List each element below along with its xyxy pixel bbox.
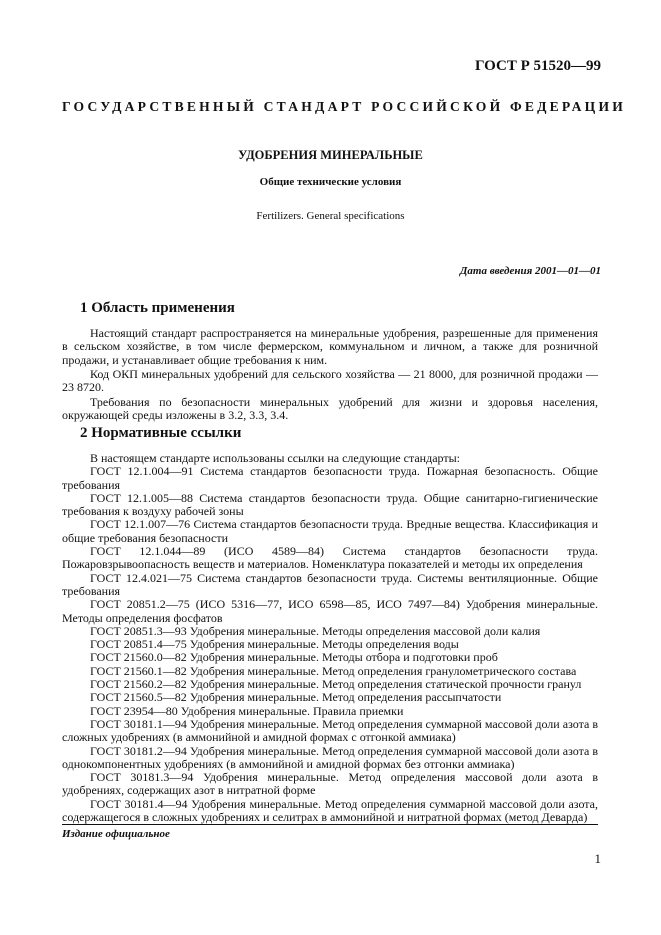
document-number: ГОСТ Р 51520—99 — [474, 58, 601, 74]
introduction-date: Дата введения 2001—01—01 — [459, 265, 601, 277]
reference-item: ГОСТ 12.1.005—88 Система стандартов безопасности труда. Общие санитарно-гигиенические требования к воздуху рабочей зоны — [62, 490, 598, 519]
section-1-paragraph: Код ОКП минеральных удобрений для сельского хозяйства — 21 8000, для розничной продажи — 23 8720. — [62, 367, 598, 395]
reference-item: ГОСТ 21560.1—82 Удобрения минеральные. Метод определения гранулометрического состава — [90, 663, 577, 678]
reference-item: ГОСТ 20851.3—93 Удобрения минеральные. Методы определения массовой доли калия — [90, 623, 541, 638]
reference-item: ГОСТ 20851.2—75 (ИСО 5316—77, ИСО 6598—85, ИСО 7497—84) Удобрения минеральные. Методы определения фосфатов — [62, 597, 598, 625]
reference-item: ГОСТ 30181.3—94 Удобрения минеральные. Метод определения массовой доли азота в удобрениях, содержащих азот в нитратной форме — [62, 770, 598, 798]
reference-item: ГОСТ 12.1.007—76 Система стандартов безопасности труда. Вредные вещества. Классификация и общие требования безопасности — [62, 517, 598, 545]
section-1-paragraph: Настоящий стандарт распространяется на минеральные удобрения, разрешенные для применения в сельском хозяйстве, в том числе фермерском, коммунальном и личном, а также для розничной продажи, и устанавливает общие требования к ним. — [62, 326, 598, 367]
reference-item: ГОСТ 21560.5—82 Удобрения минеральные. Метод определения рассыпчатости — [90, 690, 502, 705]
section-1-heading: 1 Область применения — [80, 300, 235, 316]
reference-item: ГОСТ 21560.0—82 Удобрения минеральные. Методы отбора и подготовки проб — [90, 650, 498, 665]
document-title: УДОБРЕНИЯ МИНЕРАЛЬНЫЕ — [238, 148, 423, 162]
english-title: Fertilizers. General specifications — [256, 210, 405, 222]
reference-item: ГОСТ 21560.2—82 Удобрения минеральные. Метод определения статической прочности гранул — [90, 677, 582, 692]
reference-item: ГОСТ 23954—80 Удобрения минеральные. Правила приемки — [90, 703, 404, 718]
reference-item: ГОСТ 12.1.044—89 (ИСО 4589—84) Система стандартов безопасности труда. Пожаровзрывоопасность веществ и материалов. Номенклатура показателей и методы их определения — [62, 544, 598, 572]
reference-item: ГОСТ 20851.4—75 Удобрения минеральные. Методы определения воды — [90, 637, 459, 652]
normative-references-list — [62, 452, 598, 824]
reference-item: ГОСТ 12.1.004—91 Система стандартов безопасности труда. Пожарная безопасность. Общие требования — [62, 464, 598, 492]
section-1-paragraph: Требования по безопасности минеральных удобрений для жизни и здоровья населения, окружающей среды изложены в 3.2, 3.3, 3.4. — [62, 395, 598, 423]
document-subtitle: Общие технические условия — [259, 176, 402, 188]
reference-item: ГОСТ 30181.4—94 Удобрения минеральные. Метод определения суммарной массовой доли азота, содержащегося в сложных удобрениях и селитрах в аммонийной и нитратной формах (метод Деварда) — [62, 796, 598, 825]
reference-item: ГОСТ 12.4.021—75 Система стандартов безопасности труда. Системы вентиляционные. Общие требования — [62, 570, 598, 598]
reference-item: ГОСТ 30181.1—94 Удобрения минеральные. Метод определения суммарной массовой доли азота в сложных удобрениях (в аммонийной и амидной формах с отгонкой аммиака) — [62, 716, 598, 745]
edition-note: Издание официальное — [62, 828, 170, 840]
page-number: 1 — [594, 851, 601, 866]
footer-divider — [62, 824, 598, 825]
organization-title: ГОСУДАРСТВЕННЫЙ СТАНДАРТ РОССИЙСКОЙ ФЕДЕРАЦИИ — [62, 99, 627, 114]
section-2-heading: 2 Нормативные ссылки — [80, 425, 242, 441]
references-intro: В настоящем стандарте использованы ссылки на следующие стандарты: — [90, 451, 461, 465]
reference-item: ГОСТ 30181.2—94 Удобрения минеральные. Метод определения суммарной массовой доли азота в однокомпонентных удобрениях (в аммонийной и амидной формах без отгонки аммиака) — [62, 743, 598, 771]
